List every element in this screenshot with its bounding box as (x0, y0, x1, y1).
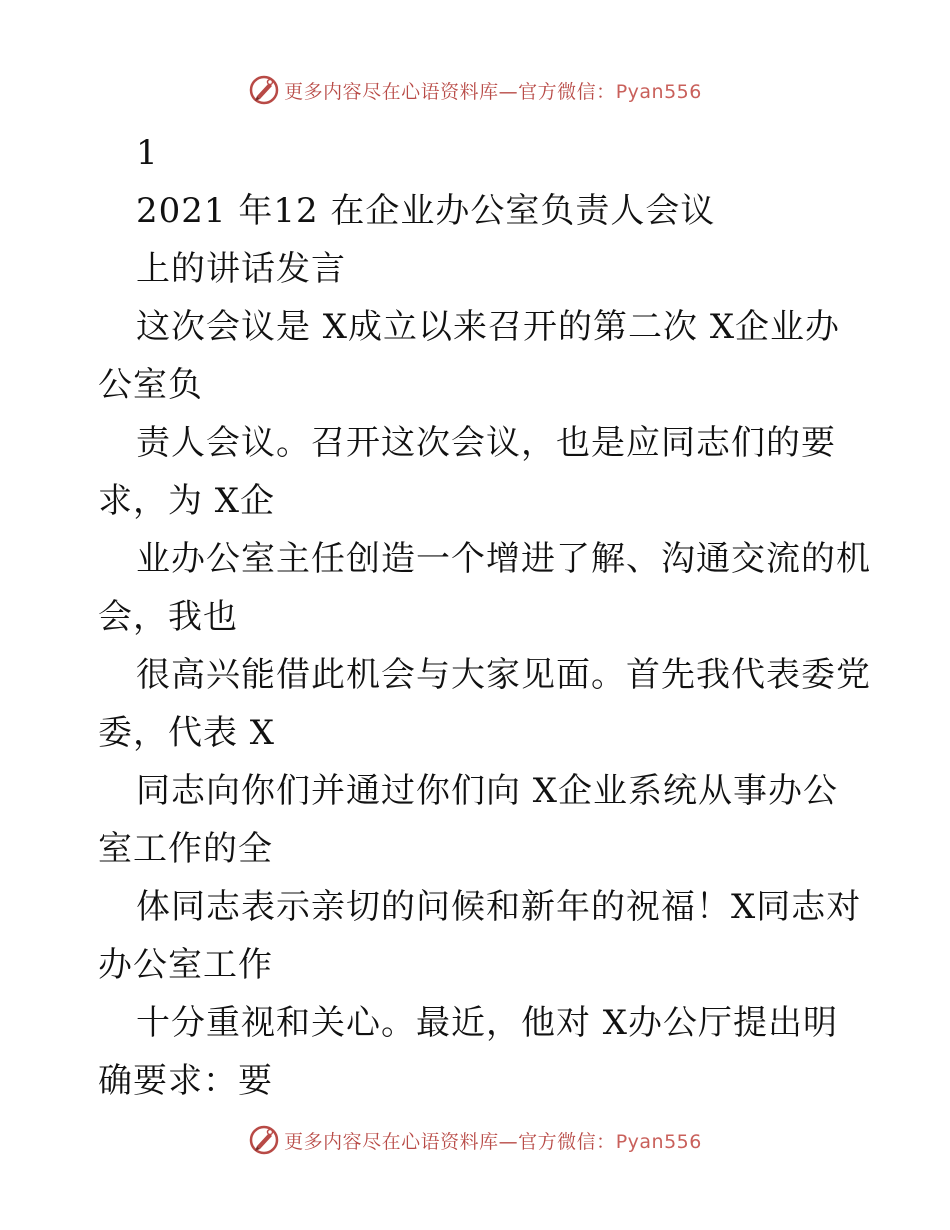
document-line: 责人会议。召开这次会议，也是应同志们的要 (136, 423, 836, 463)
watermark-wechat-handle: Pyan556 (615, 80, 702, 103)
document-line: 公室负 (98, 365, 203, 405)
document-line: 这次会议是 X成立以来召开的第二次 X企业办 (136, 307, 841, 347)
header-watermark-banner (0, 70, 950, 110)
document-line: 十分重视和关心。最近，他对 X办公厅提出明 (136, 1003, 839, 1043)
watermark-text (284, 1127, 702, 1154)
document-line: 体同志表示亲切的问候和新年的祝福！X同志对 (136, 887, 862, 927)
document-line: 办公室工作 (98, 945, 273, 985)
document-line: 会，我也 (98, 597, 238, 637)
document-line: 委，代表 X (98, 713, 276, 753)
document-line: 室工作的全 (98, 829, 273, 869)
watermark-dash: — (498, 80, 519, 103)
document-line: 很高兴能借此机会与大家见面。首先我代表委党 (136, 655, 871, 695)
watermark-main-text: 更多内容尽在心语资料库 (284, 1130, 499, 1153)
watermark-wechat-handle: Pyan556 (615, 1130, 702, 1153)
pen-circle-logo-icon (248, 74, 280, 106)
document-line: 上的讲话发言 (136, 249, 346, 289)
watermark-wechat-label: 官方微信： (518, 80, 616, 103)
document-line: 同志向你们并通过你们向 X企业系统从事办公 (136, 771, 839, 811)
document-line: 求，为 X企 (98, 481, 276, 521)
document-body (98, 124, 871, 1110)
document-line: 2021 年12 在企业办公室负责人会议 (136, 191, 716, 231)
pen-circle-logo-icon (248, 1124, 280, 1156)
footer-watermark-banner (0, 1120, 950, 1160)
watermark-text (284, 77, 702, 104)
watermark-dash: — (498, 1130, 519, 1153)
watermark-main-text: 更多内容尽在心语资料库 (284, 80, 499, 103)
document-line: 1 (136, 133, 159, 173)
watermark-wechat-label: 官方微信： (518, 1130, 616, 1153)
document-line: 确要求：要 (98, 1061, 273, 1101)
document-line: 业办公室主任创造一个增进了解、沟通交流的机 (136, 539, 871, 579)
